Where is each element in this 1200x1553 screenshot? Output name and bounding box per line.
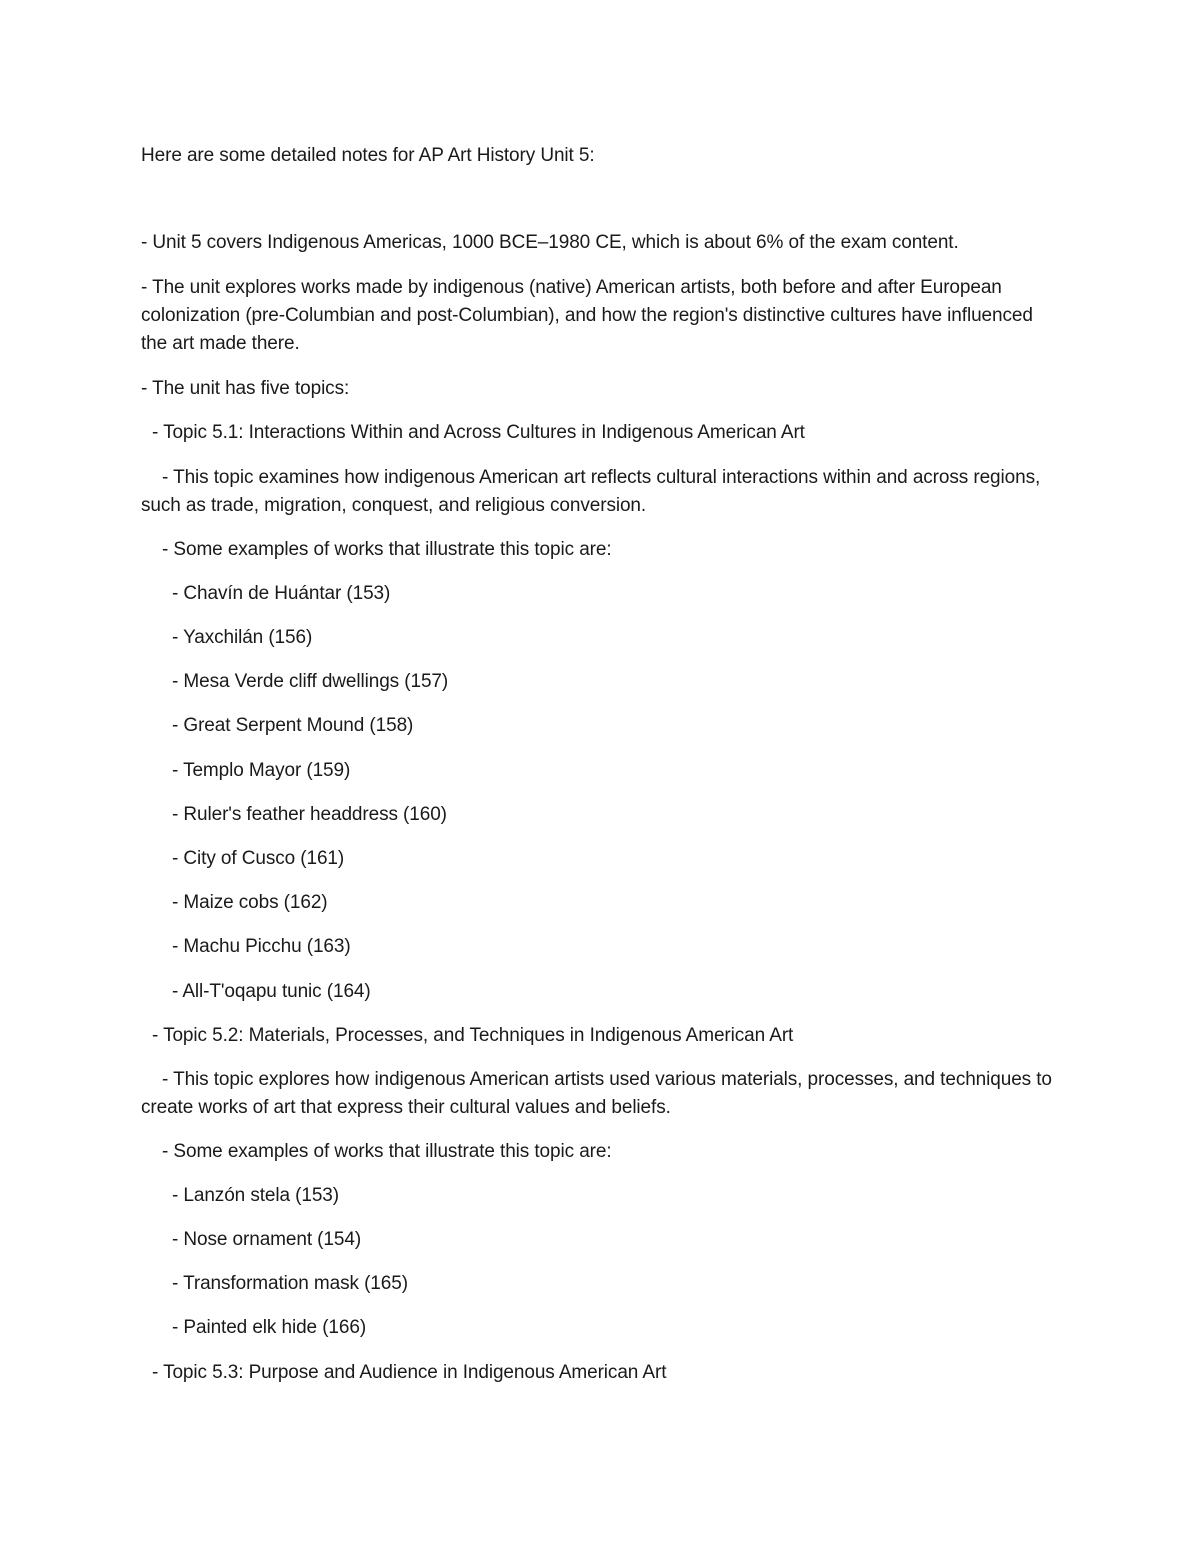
example-item: - Machu Picchu (163) — [172, 936, 351, 957]
example-item: - Painted elk hide (166) — [172, 1317, 367, 1338]
example-item: - Great Serpent Mound (158) — [172, 715, 414, 736]
intro-text: Here are some detailed notes for AP Art History Unit 5: — [141, 145, 595, 166]
example-item: - Yaxchilán (156) — [172, 627, 313, 648]
topic-title: - Topic 5.3: Purpose and Audience in Indigenous American Art — [152, 1362, 667, 1383]
paragraph-unit-coverage: - Unit 5 covers Indigenous Americas, 1000 BCE–1980 CE, which is about 6% of the exam content. — [141, 232, 959, 253]
example-item: - Nose ornament (154) — [172, 1229, 362, 1250]
example-item: - Templo Mayor (159) — [172, 760, 351, 781]
topic-title: - Topic 5.2: Materials, Processes, and Techniques in Indigenous American Art — [152, 1025, 794, 1046]
paragraph-unit-overview: - The unit explores works made by indigenous (native) American artists, both before and after European colonization (pre-Columbian and post-Columbian), and how the region's distinctive cultures have influenced the art made there. — [141, 277, 1038, 354]
example-item: - Ruler's feather headdress (160) — [172, 804, 447, 825]
example-item: - Mesa Verde cliff dwellings (157) — [172, 671, 449, 692]
examples-label: - Some examples of works that illustrate this topic are: — [162, 1141, 612, 1162]
topic-description: - This topic examines how indigenous American art reflects cultural interactions within and across regions, such as trade, migration, conquest, and religious conversion. — [141, 467, 1046, 516]
example-item: - Transformation mask (165) — [172, 1273, 408, 1294]
example-item: - Maize cobs (162) — [172, 892, 328, 913]
example-item: - City of Cusco (161) — [172, 848, 345, 869]
example-item: - Chavín de Huántar (153) — [172, 583, 391, 604]
example-item: - All-T'oqapu tunic (164) — [172, 981, 371, 1002]
examples-label: - Some examples of works that illustrate this topic are: — [162, 539, 612, 560]
paragraph-topics-count: - The unit has five topics: — [141, 378, 350, 399]
example-item: - Lanzón stela (153) — [172, 1185, 339, 1206]
topic-title: - Topic 5.1: Interactions Within and Across Cultures in Indigenous American Art — [152, 422, 805, 443]
topic-description: - This topic explores how indigenous American artists used various materials, processes, and techniques to create works of art that express their cultural values and beliefs. — [141, 1069, 1058, 1118]
